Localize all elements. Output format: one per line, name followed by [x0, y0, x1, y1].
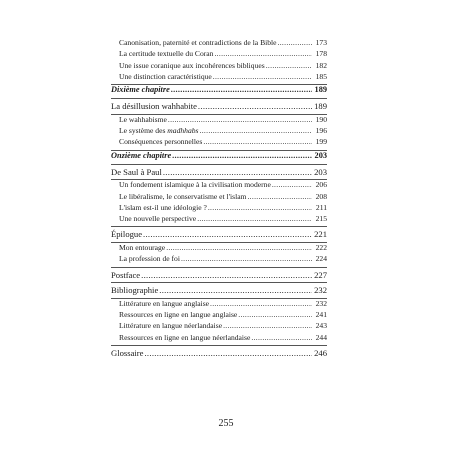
toc-section-title: Bibliographie [111, 285, 159, 296]
toc-entry-page: 208 [315, 191, 327, 201]
toc-entry [111, 73, 327, 84]
dot-leader [223, 322, 312, 330]
dot-leader [198, 100, 312, 113]
dot-leader [203, 138, 312, 146]
toc-section-title: La désillusion wahhabite [111, 101, 197, 112]
toc-entry [111, 181, 327, 192]
toc-entry-page: 222 [315, 243, 327, 253]
toc-section [111, 284, 327, 298]
toc-section-page: 221 [314, 229, 327, 240]
toc-entry-page: 232 [315, 298, 327, 308]
toc-entry-title: Le wahhabisme [119, 114, 167, 124]
page-number: 255 [218, 418, 234, 429]
toc-entry-title: Littérature en langue néerlandaise [119, 321, 223, 331]
section-rule [111, 98, 327, 99]
dot-leader [168, 116, 312, 124]
toc-section-page: 246 [314, 348, 327, 359]
toc-entry-page: 199 [315, 137, 327, 147]
toc-section [111, 100, 327, 114]
toc-entry [111, 138, 327, 149]
toc-chapter [111, 86, 327, 98]
toc-section-title: Postface [111, 269, 141, 280]
toc-entry-page: 243 [315, 321, 327, 331]
dot-leader [200, 127, 312, 135]
dot-leader [172, 152, 312, 160]
section-rule [111, 267, 327, 268]
toc-chapter-title: Dixième chapitre [111, 85, 170, 95]
dot-leader [143, 228, 312, 241]
toc-entry-page: 185 [315, 71, 327, 81]
table-of-contents [111, 39, 327, 361]
toc-entry-title: Une distinction caractéristique [119, 71, 212, 81]
toc-entry-title: La certitude textuelle du Coran [119, 49, 214, 59]
dot-leader [266, 62, 312, 70]
dot-leader [181, 255, 312, 263]
toc-section [111, 228, 327, 242]
dot-leader [251, 334, 312, 342]
dot-leader [197, 215, 312, 223]
dot-leader [213, 73, 312, 81]
toc-entry-page: 182 [315, 60, 327, 70]
toc-entry-page: 173 [315, 38, 327, 47]
toc-entry-title: Conséquences personnelles [119, 137, 203, 147]
toc-entry-title: Ressources en ligne en langue néerlandaise [119, 332, 251, 342]
toc-entry-title: La profession de foi [119, 254, 180, 264]
toc-entry-page: 196 [315, 126, 327, 136]
toc-chapter-title: Onzième chapitre [111, 150, 172, 160]
dot-leader [214, 50, 312, 58]
dot-leader [144, 347, 312, 360]
toc-entry-title: Mon entourage [119, 243, 166, 253]
toc-entry-title-plain: Le système des [119, 126, 168, 136]
toc-entry [111, 334, 327, 345]
toc-entry-title: Canonisation, paternité et contradictions de la Bible [119, 38, 277, 47]
toc-entry-page: 206 [315, 180, 327, 190]
dot-leader [272, 181, 312, 189]
toc-chapter-page: 203 [314, 150, 327, 160]
section-rule [111, 226, 327, 227]
toc-entry-title: Le libéralisme, le conservatisme et l'islam [119, 191, 247, 201]
toc-entry-page: 178 [315, 49, 327, 59]
dot-leader [159, 284, 312, 297]
toc-entry-title: Un fondement islamique à la civilisation moderne [119, 180, 271, 190]
section-rule [111, 164, 327, 165]
toc-section-title: Glossaire [111, 348, 144, 359]
toc-entry-title-italic: madhhabs [167, 126, 199, 136]
toc-entry [111, 215, 327, 226]
section-rule [111, 345, 327, 346]
toc-entry-page: 211 [315, 202, 327, 212]
toc-entry-title: Littérature en langue anglaise [119, 298, 210, 308]
toc-entry-title: Une issue coranique aux incohérences bibliques [119, 60, 265, 70]
dot-leader [171, 86, 312, 94]
dot-leader [278, 39, 312, 47]
toc-section-page: 227 [314, 269, 327, 280]
toc-section-page: 203 [314, 166, 327, 177]
toc-entry-page: 241 [315, 310, 327, 320]
toc-section [111, 347, 327, 361]
dot-leader [247, 193, 312, 201]
toc-section-page: 232 [314, 285, 327, 296]
toc-entry-title: Ressources en ligne en langue anglaise [119, 310, 238, 320]
toc-section-page: 189 [314, 101, 327, 112]
toc-section [111, 269, 327, 283]
toc-entry-page: 224 [315, 254, 327, 264]
toc-entry-page: 215 [315, 214, 327, 224]
section-rule [111, 282, 327, 283]
toc-entry-page: 190 [315, 114, 327, 124]
dot-leader [141, 269, 312, 282]
dot-leader [166, 244, 312, 252]
toc-entry-title [119, 127, 199, 135]
toc-entry [111, 255, 327, 266]
toc-entry [111, 50, 327, 61]
toc-chapter-page: 189 [314, 85, 327, 95]
toc-chapter [111, 152, 327, 164]
toc-entry-page: 244 [315, 332, 327, 342]
toc-entry-title: Une nouvelle perspective [119, 214, 197, 224]
toc-section-title: De Saul à Paul [111, 166, 162, 177]
toc-section-title: Épilogue [111, 229, 143, 240]
dot-leader [210, 300, 312, 308]
dot-leader [208, 204, 312, 212]
toc-section [111, 166, 327, 180]
toc-entry-title: L'islam est-il une idéologie ? [119, 202, 207, 212]
dot-leader [238, 311, 312, 319]
dot-leader [163, 166, 312, 179]
